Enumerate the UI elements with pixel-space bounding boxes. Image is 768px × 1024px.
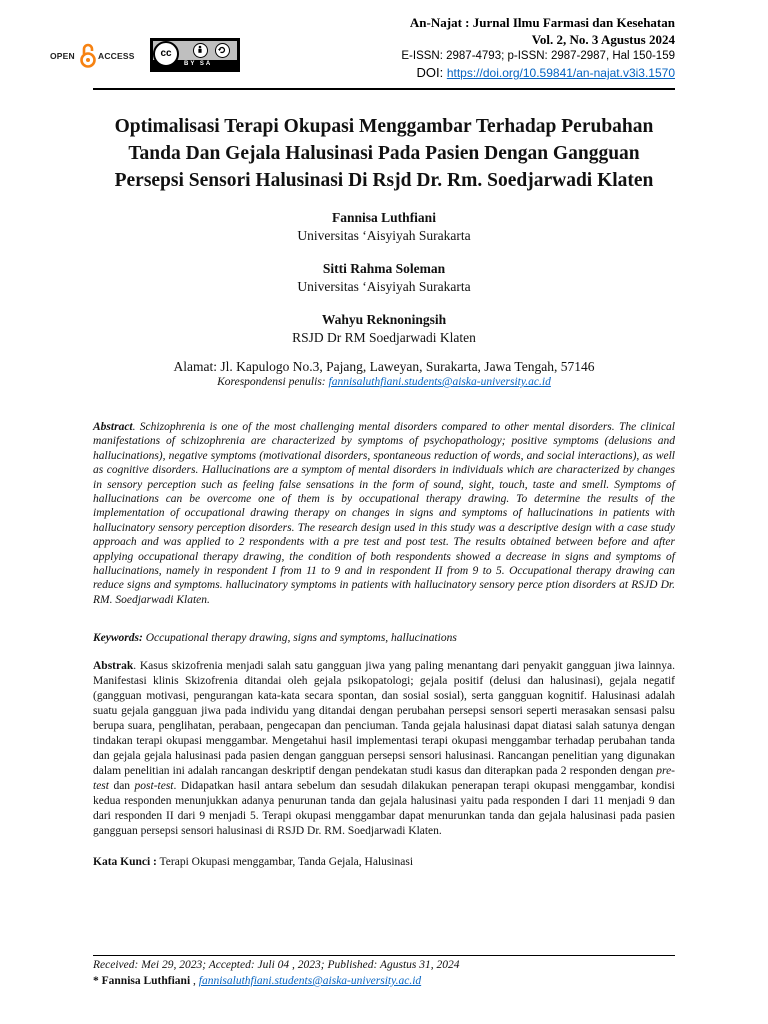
author-name: Sitti Rahma Soleman bbox=[322, 261, 446, 276]
author-list bbox=[0, 209, 768, 362]
doi-link[interactable]: https://doi.org/10.59841/an-najat.v3i3.1570 bbox=[446, 66, 675, 80]
footer-divider bbox=[93, 955, 675, 956]
footer-corr-author: * Fannisa Luthfiani bbox=[93, 975, 191, 987]
author-address: Alamat: Jl. Kapulogo No.3, Pajang, Laweyan, Surakarta, Jawa Tengah, 57146 bbox=[173, 359, 595, 374]
journal-doi bbox=[295, 64, 675, 82]
journal-issn: E-ISSN: 2987-4793; p-ISSN: 2987-2987, Hal 150-159 bbox=[401, 50, 675, 62]
header-divider bbox=[93, 88, 675, 90]
abstract-indonesian bbox=[93, 659, 675, 839]
footer-corr-email-link[interactable]: fannisaluthfiani.students@aiska-university.ac.id bbox=[198, 975, 422, 987]
abstract-english-text: . Schizophrenia is one of the most challenging mental disorders compared to other mental disorders. The clinical manifestations of schizophrenia are characterized by symptoms of psychopathology; positive symptoms (delusions and hallucinations), negative symptoms (motivational disorders, spontaneous reduction of words, and social interactions), as well as cognitive disorders. Hallucinations are a symptom of mental disorders in individuals which are characterized by changes in sensory perception such as feeling false sensations in the form of sound, sight, touch, taste and smell. Symptoms of hallucinations can be overcome one of them is by occupational therapy drawing. To determine the results of the implementation of occupational drawing therapy on changes in signs and symptoms of hallucinations in patients with hallucinatory sensory perception disorders. The research design used in this study was a descriptive design with a case study approach and was applied to 2 respondents with a pre test and post test. The results obtained between before and after applying occupational therapy drawing, the condition of both respondents showed a decrease in signs and symptoms of hallucinations, namely in respondent I from 11 to 9 and in respondent II from 9 to 5. Occupational therapy drawing can reduce signs and symptoms. hallucinatory symptoms in patients with hallucinatory sensory perce ption disorders at RSJD Dr. RM. Soedjarwadi Klaten. bbox=[93, 421, 675, 606]
correspondence-line bbox=[0, 375, 768, 390]
journal-info bbox=[295, 14, 675, 82]
journal-title: An-Najat : Jurnal Ilmu Farmasi dan Kesehatan bbox=[409, 15, 675, 30]
cc-logo-icon: cc bbox=[153, 41, 179, 67]
footer-dates: Received: Mei 29, 2023; Accepted: Juli 04 , 2023; Published: Agustus 31, 2024 bbox=[93, 959, 460, 971]
cc-share-alike-icon bbox=[215, 43, 230, 58]
cc-by-sa-badge bbox=[150, 38, 240, 72]
keywords-english-label: Keywords: bbox=[93, 632, 143, 644]
abstract-indonesian-text-1: . Kasus skizofrenia menjadi salah satu gangguan jiwa yang paling menantang dari penyakit gangguan jiwa lainnya. Manifestasi klinis Skizofrenia ditandai oleh gejala psikopatologi; gejala positif (delusi dan halusinasi), gejala negatif (gangguan motivasi, pengurangan kata-kata secara spontan, dan sosial sosial), serta gangguan kognitif. Halusinasi adalah suatu gejala gangguan jiwa pada individu yang ditandai dengan perubahan persepsi sensori seperti merasakan sensasi palsu berupa suara, penglihatan, perabaan, pengecapan dan penciuman. Tanda gejala halusinasi dapat diatasi salah satunya dengan tindakan terapi okupasi menggambar. Mengetahui hasil implementasi terapi okupasi menggambar terhadap perubahan tanda dan gejala gejala halusinasi pada pasien dengan gangguan persepsi sensori halusinasi. Rancangan penelitian yang digunakan dalam penelitian ini adalah rancangan deskriptif dengan pendekatan studi kasus dan diterapkan pada 2 responden dengan bbox=[93, 660, 675, 777]
open-access-access-text: ACCESS bbox=[98, 51, 135, 61]
journal-volume: Vol. 2, No. 3 Agustus 2024 bbox=[531, 32, 675, 47]
footer-correspondence bbox=[93, 974, 421, 988]
author-name: Fannisa Luthfiani bbox=[332, 210, 436, 225]
abstract-indonesian-pretest: pre-test bbox=[93, 765, 675, 792]
abstract-indonesian-and: dan bbox=[108, 780, 135, 792]
author-affiliation: Universitas ‘Aisyiyah Surakarta bbox=[297, 228, 471, 243]
open-access-open-text: OPEN bbox=[50, 51, 75, 61]
author-affiliation: Universitas ‘Aisyiyah Surakarta bbox=[297, 279, 471, 294]
abstract-indonesian-posttest: post-test bbox=[134, 780, 174, 792]
keywords-english bbox=[93, 631, 675, 645]
keywords-english-text: Occupational therapy drawing, signs and symptoms, hallucinations bbox=[142, 632, 457, 644]
keywords-indonesian bbox=[93, 855, 675, 869]
author-name: Wahyu Reknoningsih bbox=[321, 312, 447, 327]
doi-label: DOI: bbox=[416, 65, 447, 80]
paper-title bbox=[60, 113, 708, 194]
correspondence-label: Korespondensi penulis: bbox=[217, 376, 329, 388]
author-affiliation: RSJD Dr RM Soedjarwadi Klaten bbox=[292, 330, 476, 345]
abstract-english bbox=[93, 420, 675, 607]
cc-by-sa-text: BY SA bbox=[184, 61, 213, 67]
open-access-logo bbox=[50, 43, 140, 73]
abstract-english-label: Abstract bbox=[93, 421, 133, 433]
cc-by-person-icon bbox=[193, 43, 208, 58]
keywords-indonesian-label: Kata Kunci : bbox=[93, 856, 157, 868]
abstract-indonesian-text-2: . Didapatkan hasil antara sebelum dan sesudah dilakukan penerapan terapi okupasi menggambar, kondisi kedua responden menunjukkan adanya penurunan tanda dan gejala halusinasi yaitu pada responden I dari 11 menjadi 9 dan dari responden II dari 9 menjadi 5. Terapi okupasi menggambar dapat menurunkan tanda dan gejala halusinasi pada pasien gangguan persepsi sensori halusinasi di RSJD Dr. RM. Soedjarwadi Klaten. bbox=[93, 780, 676, 837]
keywords-indonesian-text: Terapi Okupasi menggambar, Tanda Gejala, Halusinasi bbox=[156, 856, 414, 868]
open-access-lock-icon bbox=[80, 43, 96, 69]
paper-title-line-3: Persepsi Sensori Halusinasi Di Rsjd Dr. Rm. Soedjarwadi Klaten bbox=[114, 170, 654, 191]
paper-title-line-2: Tanda Dan Gejala Halusinasi Pada Pasien Dengan Gangguan bbox=[128, 143, 640, 164]
correspondence-email-link[interactable]: fannisaluthfiani.students@aiska-university.ac.id bbox=[328, 376, 551, 388]
paper-title-line-1: Optimalisasi Terapi Okupasi Menggambar Terhadap Perubahan bbox=[114, 116, 654, 137]
abstract-indonesian-label: Abstrak bbox=[93, 660, 134, 672]
footer-corr-separator: , bbox=[190, 975, 199, 987]
